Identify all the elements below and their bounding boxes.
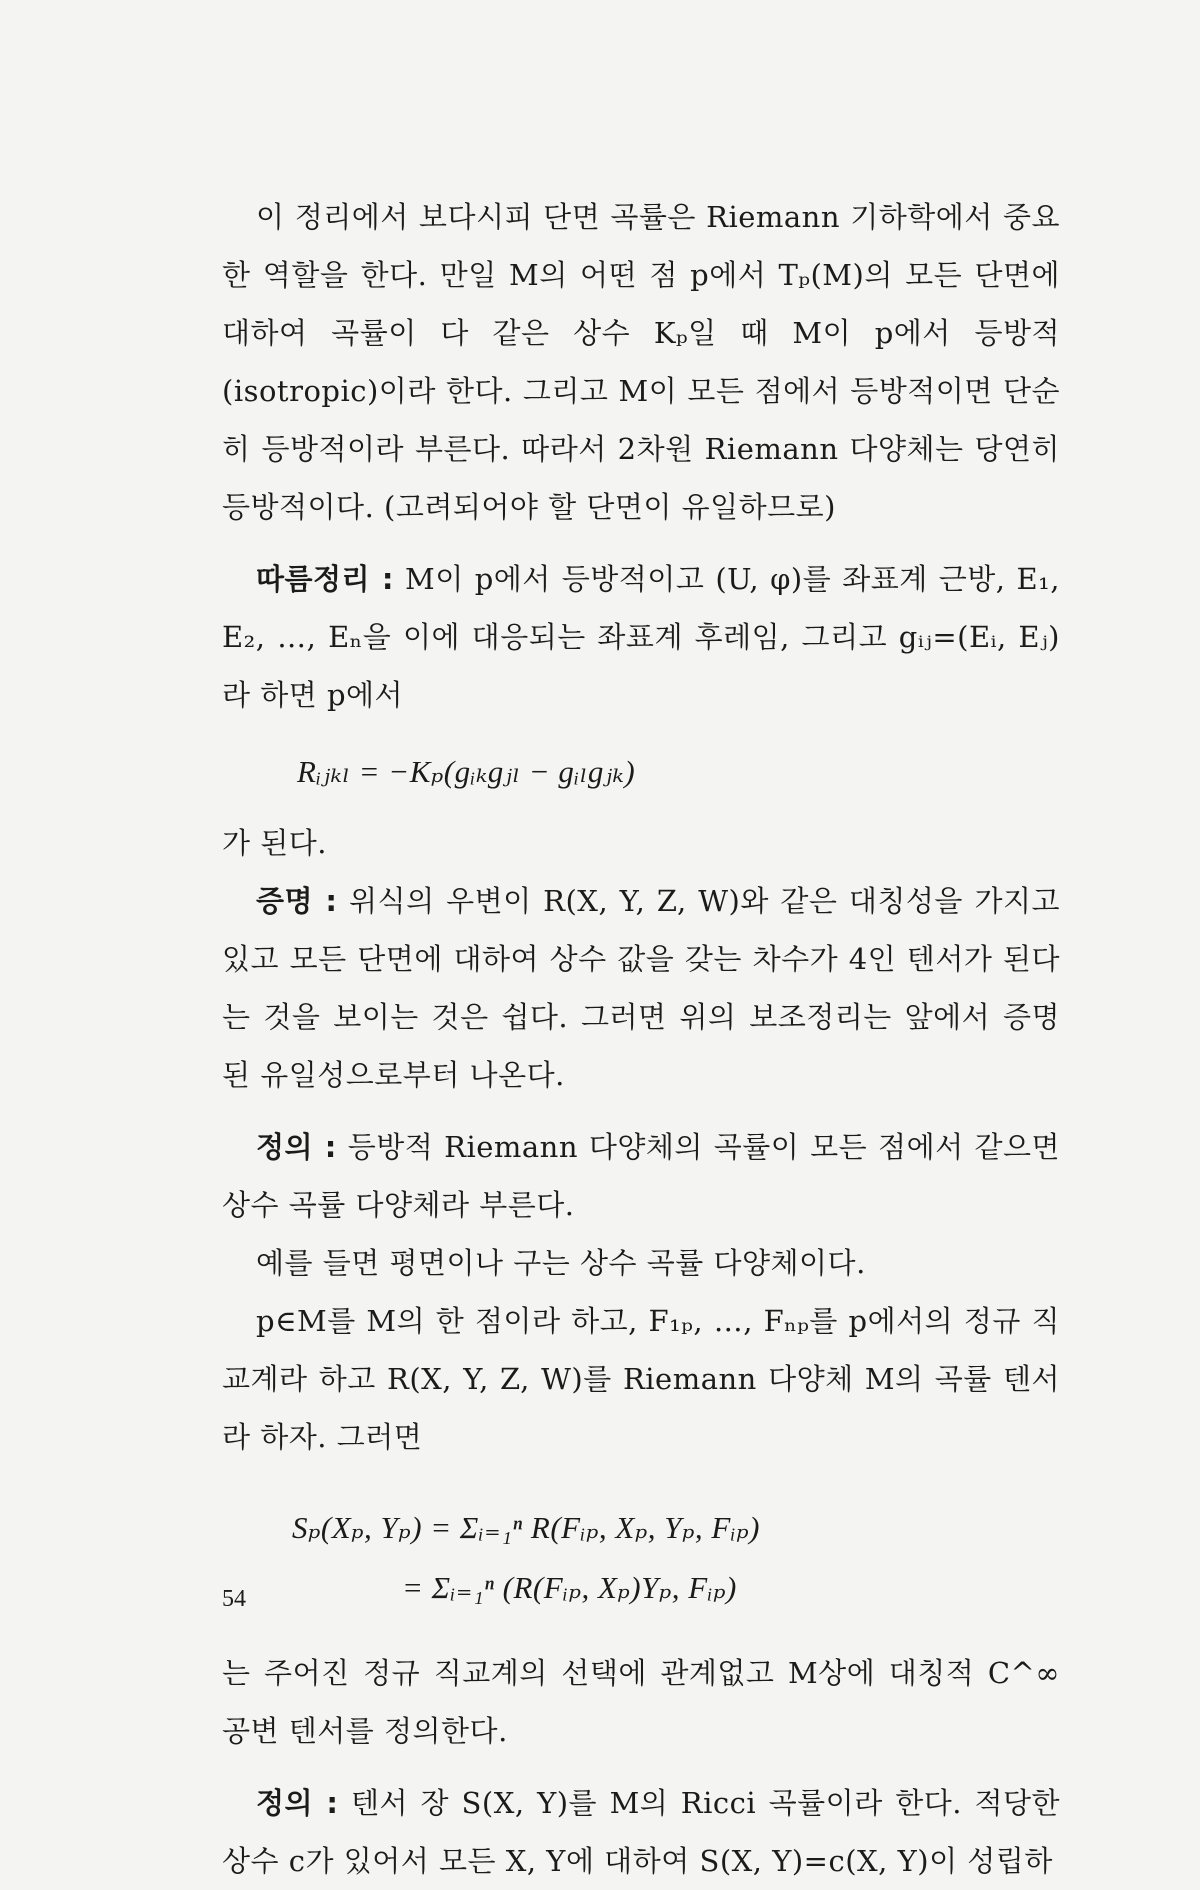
definition-ricci-label: 정의 : xyxy=(256,1786,339,1820)
definition-text: 등방적 Riemann 다양체의 곡률이 모든 점에서 같으면 상수 곡률 다양체라 부른다. xyxy=(222,1130,1060,1222)
definition-ricci-text: 텐서 장 S(X, Y)를 M의 Ricci 곡률이라 한다. 적당한 상수 c가 있어서 모든 X, Y에 대하여 S(X, Y)=c(X, Y)이 성립하 xyxy=(222,1786,1060,1878)
definition-ricci xyxy=(222,1774,1060,1890)
paragraph-intro: 이 정리에서 보다시피 단면 곡률은 Riemann 기하학에서 중요한 역할을 한다. 만일 M의 어떤 점 p에서 Tₚ(M)의 모든 단면에 대하여 곡률이 다 같은 상수 Kₚ일 때 M이 p에서 등방적(isotropic)이라 한다. 그리고 M이 모든 점에서 등방적이면 단순히 등방적이라 부른다. 따라서 2차원 Riemann 다양체는 당연히 등방적이다. (고려되어야 할 단면이 유일하므로) xyxy=(222,200,1060,524)
orthonormal-frame-paragraph: p∈M를 M의 한 점이라 하고, F₁ₚ, …, Fₙₚ를 p에서의 정규 직교계라 하고 R(X, Y, Z, W)를 Riemann 다양체 M의 곡률 텐서라 하자. 그러면 xyxy=(222,1304,1060,1454)
proof-label: 증명 : xyxy=(256,884,338,918)
corollary-conclusion: 가 된다. xyxy=(222,826,327,860)
corollary-text: M이 p에서 등방적이고 (U, φ)를 좌표계 근방, E₁, E₂, …, Eₙ을 이에 대응되는 좌표계 후레임, 그리고 gᵢⱼ=(Eᵢ, Eⱼ)라 하면 p에서 xyxy=(222,562,1060,712)
ricci-equation-line2: = Σᵢ₌₁ⁿ (R(Fᵢₚ, Xₚ)Yₚ, Fᵢₚ) xyxy=(402,1570,737,1605)
tensor-definition-paragraph: 는 주어진 정규 직교계의 선택에 관계없고 M상에 대칭적 C^∞ 공변 텐서를 정의한다. xyxy=(222,1656,1060,1748)
corollary xyxy=(222,550,1060,724)
example-paragraph: 예를 들면 평면이나 구는 상수 곡률 다양체이다. xyxy=(256,1246,866,1280)
definition-constant-curvature xyxy=(222,1118,1060,1234)
proof xyxy=(222,872,1060,1104)
corollary-label: 따름정리 : xyxy=(256,562,395,596)
ricci-equation-line1: Sₚ(Xₚ, Yₚ) = Σᵢ₌₁ⁿ R(Fᵢₚ, Xₚ, Yₚ, Fᵢₚ) xyxy=(292,1510,760,1545)
page-number: 54 xyxy=(222,1586,246,1612)
definition-label: 정의 : xyxy=(256,1130,337,1164)
curvature-equation: Rᵢⱼₖₗ = −Kₚ(gᵢₖgⱼₗ − gᵢₗgⱼₖ) xyxy=(297,754,636,789)
proof-text: 위식의 우변이 R(X, Y, Z, W)와 같은 대칭성을 가지고 있고 모든 단면에 대하여 상수 값을 갖는 차수가 4인 텐서가 된다는 것을 보이는 것은 쉽다. 그러면 위의 보조정리는 앞에서 증명된 유일성으로부터 나온다. xyxy=(222,884,1060,1092)
